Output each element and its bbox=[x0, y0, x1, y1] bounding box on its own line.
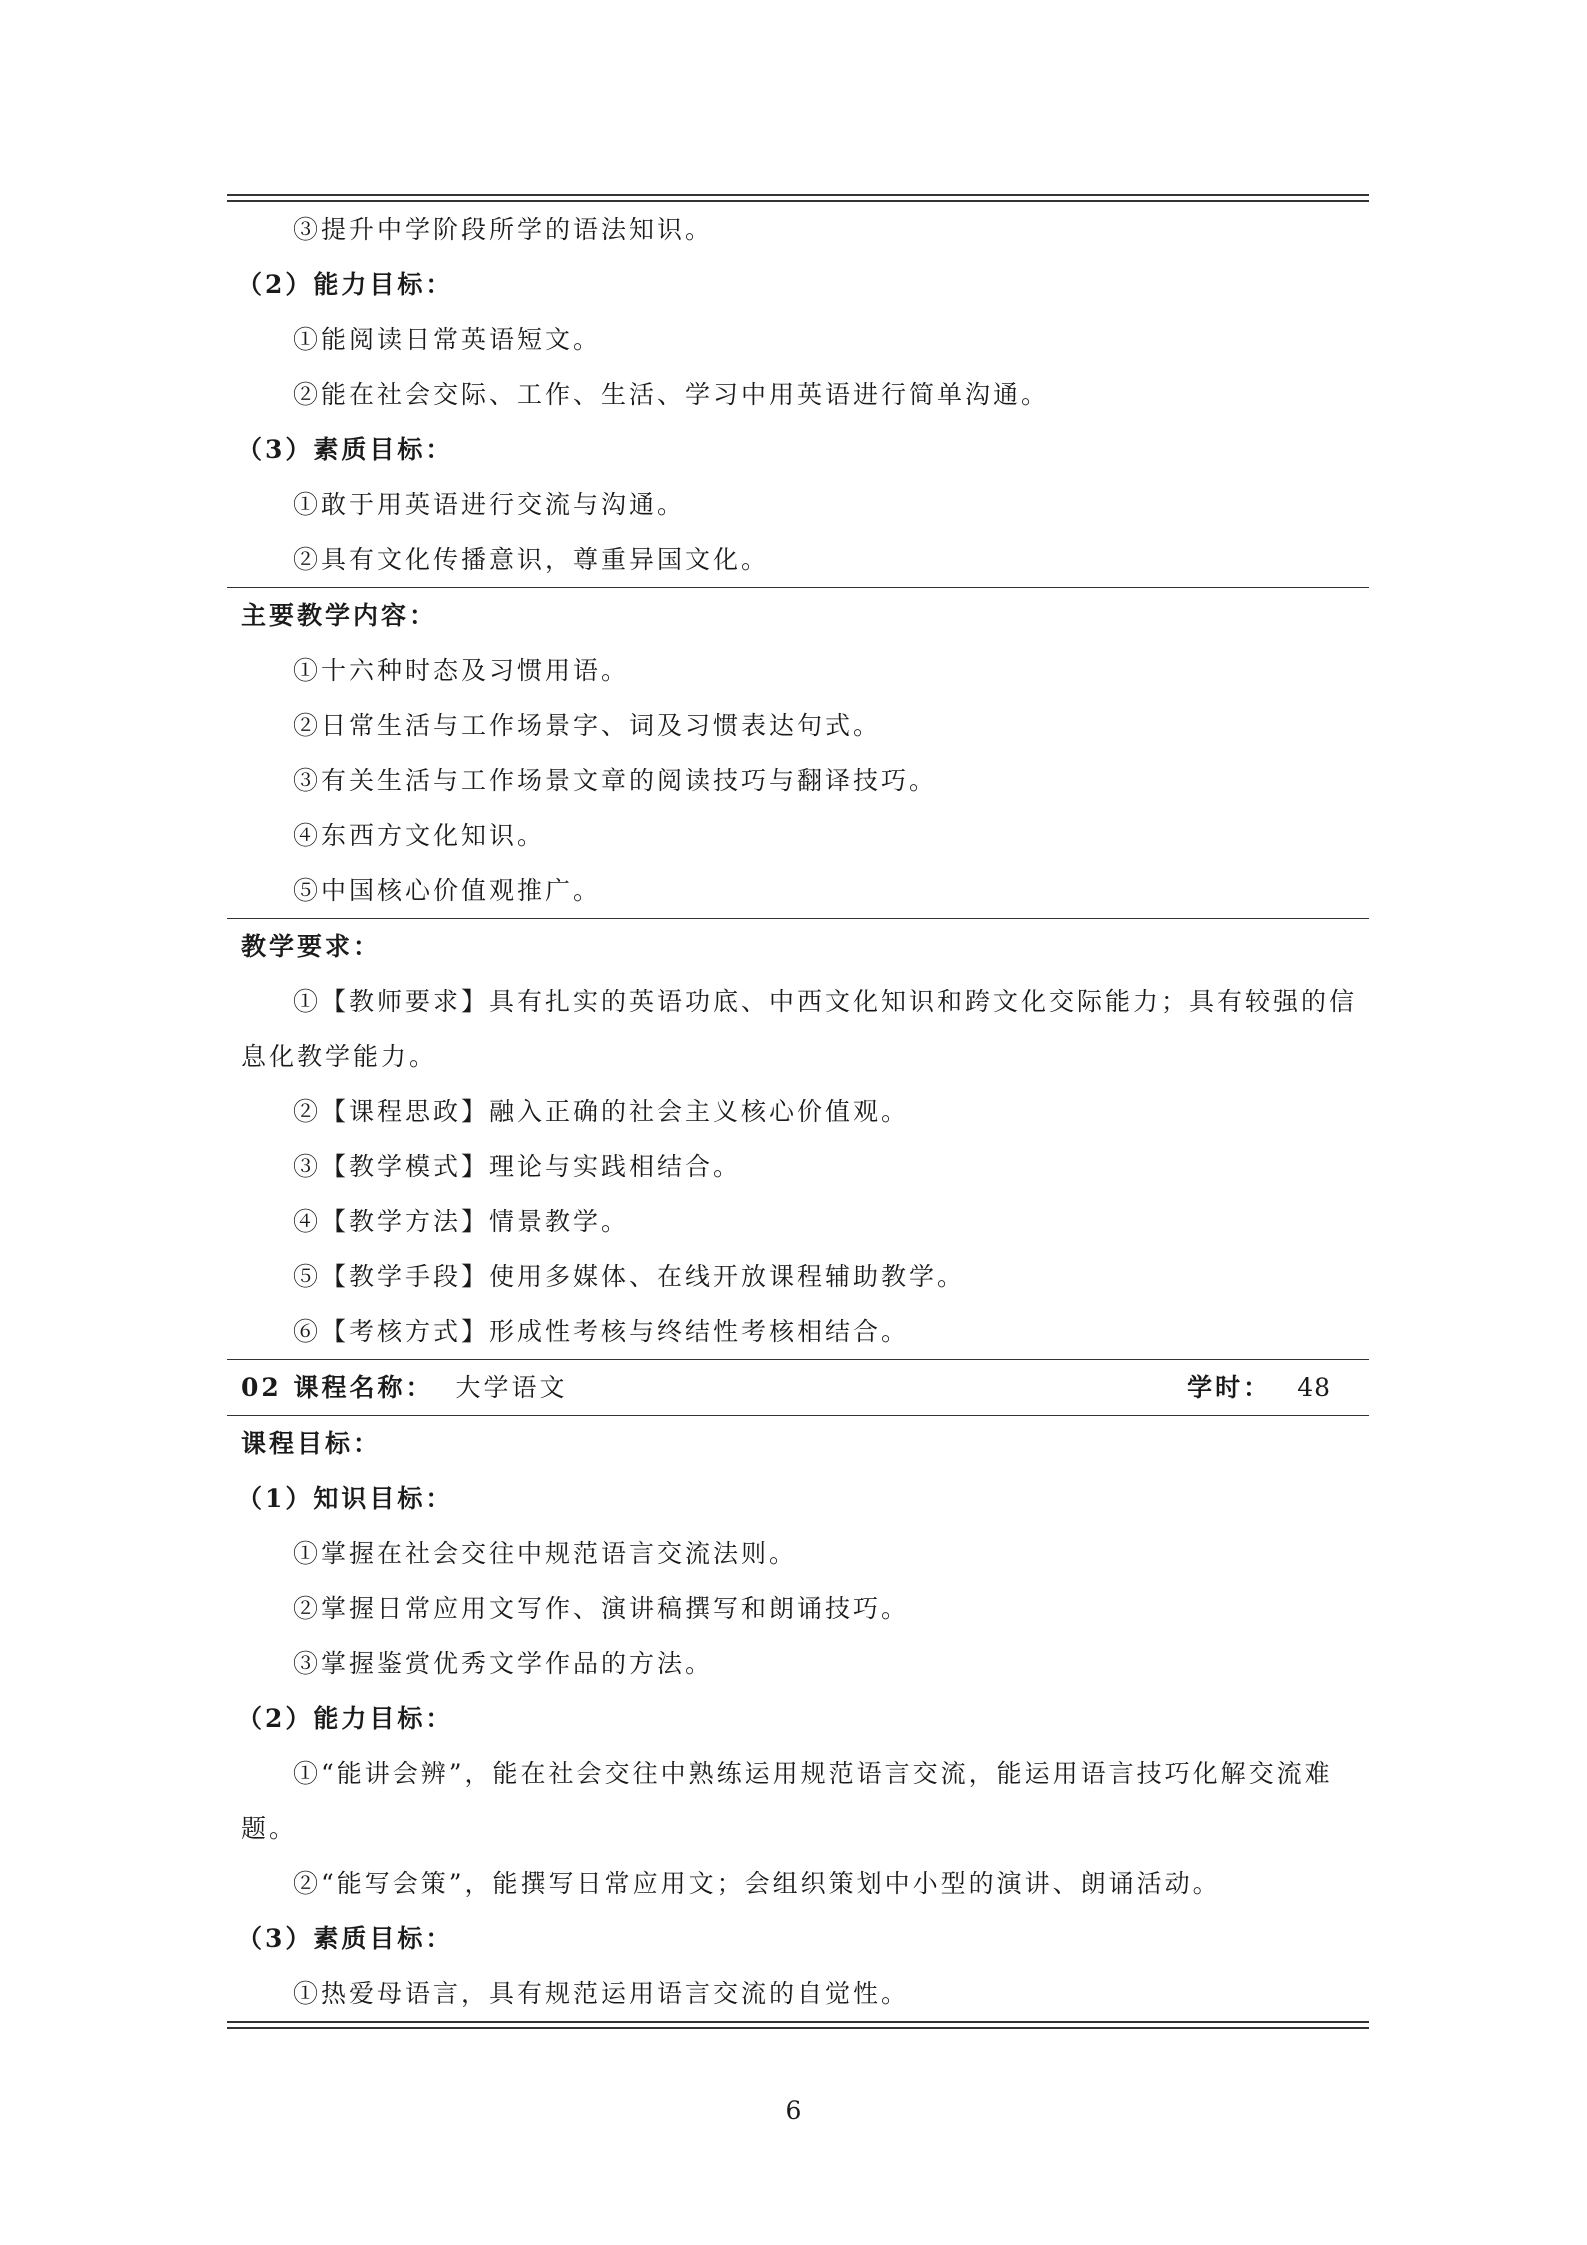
content-item: ⑤中国核心价值观推广。 bbox=[293, 876, 602, 905]
requirement-item: ②【课程思政】融入正确的社会主义核心价值观。 bbox=[293, 1097, 910, 1126]
ability-item: ①能阅读日常英语短文。 bbox=[293, 325, 602, 354]
bottom-double-rule bbox=[227, 2021, 1369, 2029]
ability-item: ②能在社会交际、工作、生活、学习中用英语进行简单沟通。 bbox=[293, 380, 1050, 409]
requirement-item: ⑤【教学手段】使用多媒体、在线开放课程辅助教学。 bbox=[293, 1262, 966, 1291]
quality-item: ①敢于用英语进行交流与沟通。 bbox=[293, 490, 686, 519]
course-goals-title: 课程目标： bbox=[241, 1429, 382, 1458]
course-table bbox=[227, 194, 1369, 2029]
course-name-value: 大学语文 bbox=[455, 1373, 568, 1402]
requirement-item-continuation: 息化教学能力。 bbox=[241, 1042, 438, 1071]
course-hours-value: 48 bbox=[1297, 1373, 1331, 1402]
ability-item-continuation: 题。 bbox=[241, 1814, 298, 1843]
page-number: 6 bbox=[785, 2096, 802, 2125]
requirements-title: 教学要求： bbox=[241, 932, 382, 961]
course-name-label: 02 课程名称： bbox=[241, 1373, 434, 1402]
content-item: ②日常生活与工作场景字、词及习惯表达句式。 bbox=[293, 711, 882, 740]
ability-item: ②“能写会策”，能撰写日常应用文；会组织策划中小型的演讲、朗诵活动。 bbox=[293, 1869, 1221, 1898]
main-content-title: 主要教学内容： bbox=[241, 601, 438, 630]
requirement-item: ④【教学方法】情景教学。 bbox=[293, 1207, 630, 1236]
quality-goal-title: （3）素质目标： bbox=[237, 435, 454, 464]
knowledge-item: ②掌握日常应用文写作、演讲稿撰写和朗诵技巧。 bbox=[293, 1594, 910, 1623]
ability-item: ①“能讲会辨”，能在社会交往中熟练运用规范语言交流，能运用语言技巧化解交流难 bbox=[293, 1759, 1333, 1788]
quality-goal-title: （3）素质目标： bbox=[237, 1924, 454, 1953]
knowledge-item: ①掌握在社会交往中规范语言交流法则。 bbox=[293, 1539, 798, 1568]
requirement-item: ⑥【考核方式】形成性考核与终结性考核相结合。 bbox=[293, 1317, 910, 1346]
top-double-rule bbox=[227, 194, 1369, 202]
knowledge-goal-title: （1）知识目标： bbox=[237, 1484, 454, 1513]
quality-item: ②具有文化传播意识，尊重异国文化。 bbox=[293, 545, 770, 574]
requirement-item: ③【教学模式】理论与实践相结合。 bbox=[293, 1152, 742, 1181]
content-item: ④东西方文化知识。 bbox=[293, 821, 546, 850]
ability-goal-title: （2）能力目标： bbox=[237, 270, 454, 299]
content-item: ①十六种时态及习惯用语。 bbox=[293, 656, 630, 685]
knowledge-item: ③提升中学阶段所学的语法知识。 bbox=[293, 215, 714, 244]
content-item: ③有关生活与工作场景文章的阅读技巧与翻译技巧。 bbox=[293, 766, 938, 795]
knowledge-item: ③掌握鉴赏优秀文学作品的方法。 bbox=[293, 1649, 714, 1678]
course-hours-label: 学时： bbox=[1187, 1373, 1272, 1402]
course-header-row bbox=[227, 1360, 1369, 1415]
quality-item: ①热爱母语言，具有规范运用语言交流的自觉性。 bbox=[293, 1979, 910, 2008]
requirement-item: ①【教师要求】具有扎实的英语功底、中西文化知识和跨文化交际能力；具有较强的信 bbox=[293, 987, 1358, 1016]
ability-goal-title: （2）能力目标： bbox=[237, 1704, 454, 1733]
